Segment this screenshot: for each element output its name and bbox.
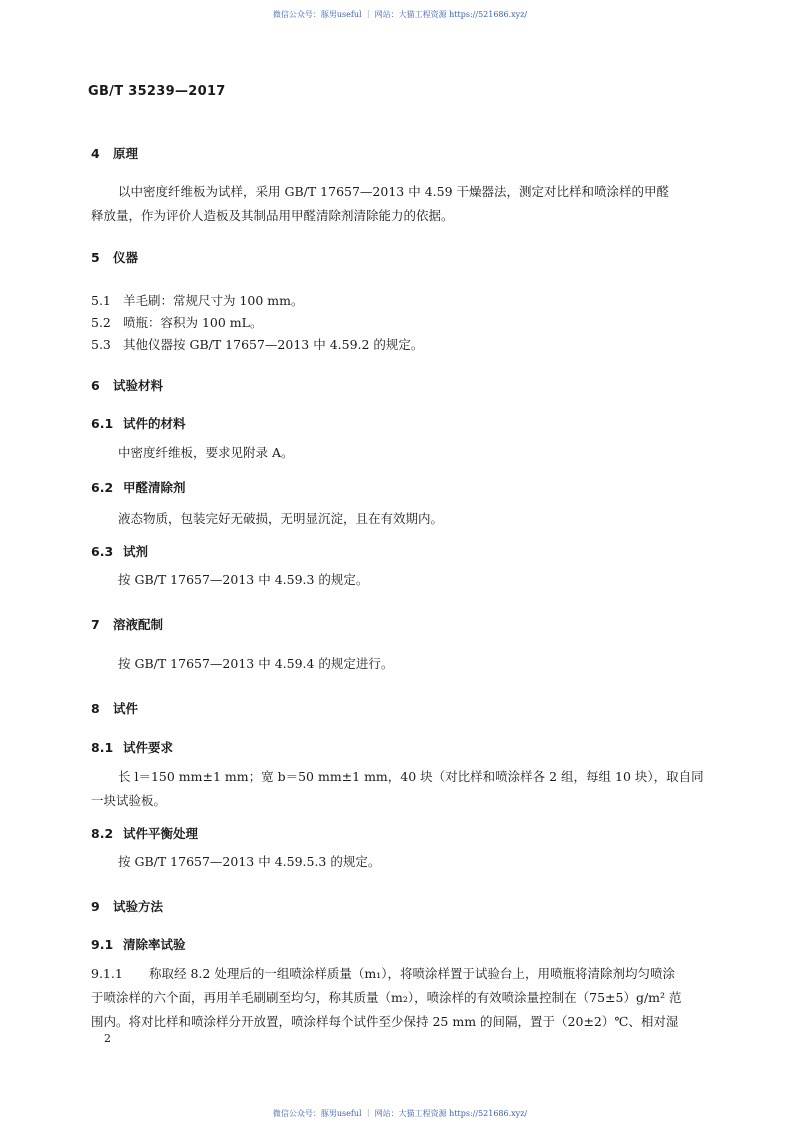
section-number: 8.2 [91,826,114,841]
clause-9-1-1-line-3: 围内。将对比样和喷涂样分开放置，喷涂样每个试件至少保持 25 mm 的间隔，置于（20±2）℃、相对湿 [91,1014,679,1029]
section-6-3-heading [91,542,148,560]
section-9-heading [91,897,163,915]
section-6-2-text: 液态物质，包装完好无破损，无明显沉淀，且在有效期内。 [118,511,444,526]
section-8-1-line-2: 一块试验板。 [91,793,167,808]
section-7-text: 按 GB/T 17657—2013 中 4.59.4 的规定进行。 [118,656,394,671]
section-number: 6.2 [91,480,114,495]
section-title: 试剂 [123,544,149,559]
section-4-line-1: 以中密度纤维板为试样，采用 GB/T 17657—2013 中 4.59 干燥器法，测定对比样和喷涂样的甲醛 [118,184,669,199]
list-item [91,313,262,331]
section-8-2-text: 按 GB/T 17657—2013 中 4.59.5.3 的规定。 [118,854,381,869]
section-4-heading [91,144,138,162]
section-8-2-heading [91,824,198,842]
section-number: 7 [91,617,100,632]
section-title: 清除率试验 [123,937,186,952]
section-5-heading [91,248,138,266]
section-title: 试验方法 [113,899,164,914]
watermark-top: 微信公众号：豚男useful ｜ 网站：大猫工程资源 https://521686.xyz/ [272,10,528,19]
section-title: 试件的材料 [123,416,186,431]
section-8-heading [91,699,138,717]
clause-text: 称取经 8.2 处理后的一组喷涂样质量（m₁），将喷涂样置于试验台上，用喷瓶将清除剂均匀喷涂 [149,966,675,981]
section-title: 溶液配制 [113,617,164,632]
section-number: 6.3 [91,544,114,559]
section-8-1-heading [91,738,173,756]
clause-text: 其他仪器按 GB/T 17657—2013 中 4.59.2 的规定。 [123,337,424,352]
clause-number: 5.3 [91,337,111,352]
standard-number: GB/T 35239—2017 [88,84,226,99]
section-6-heading [91,376,163,394]
section-6-1-heading [91,414,186,432]
section-title: 原理 [113,146,139,161]
section-number: 9.1 [91,937,114,952]
section-number: 6 [91,378,100,393]
clause-number: 5.1 [91,293,111,308]
section-6-3-text: 按 GB/T 17657—2013 中 4.59.3 的规定。 [118,572,369,587]
section-4-line-2: 释放量，作为评价人造板及其制品用甲醛清除剂清除能力的依据。 [91,208,454,223]
clause-number: 9.1.1 [91,966,123,981]
section-title: 试验材料 [113,378,164,393]
clause-number: 5.2 [91,315,111,330]
section-title: 甲醛清除剂 [123,480,186,495]
watermark-bottom: 微信公众号：豚男useful ｜ 网站：大猫工程资源 https://521686.xyz/ [272,1109,528,1118]
list-item [91,291,304,309]
section-8-1-line-1: 长 l＝150 mm±1 mm；宽 b＝50 mm±1 mm，40 块（对比样和喷涂样各 2 组，每组 10 块），取自同 [118,769,704,784]
section-number: 8.1 [91,740,114,755]
section-number: 9 [91,899,100,914]
section-number: 8 [91,701,100,716]
clause-text: 喷瓶：容积为 100 mL。 [123,315,263,330]
section-6-2-heading [91,478,186,496]
clause-9-1-1-line-1 [91,962,675,985]
clause-9-1-1-line-2: 于喷涂样的六个面，再用羊毛刷刷至均匀，称其质量（m₂），喷涂样的有效喷涂量控制在（75±5）g/m² 范 [91,990,682,1005]
section-title: 仪器 [113,250,139,265]
section-number: 6.1 [91,416,114,431]
section-number: 5 [91,250,100,265]
section-6-1-text: 中密度纤维板，要求见附录 A。 [118,445,294,460]
list-item [91,335,423,353]
section-9-1-heading [91,935,186,953]
section-title: 试件要求 [123,740,174,755]
section-title: 试件平衡处理 [123,826,199,841]
section-title: 试件 [113,701,139,716]
page-number: 2 [104,1032,111,1045]
section-number: 4 [91,146,100,161]
clause-text: 羊毛刷：常规尺寸为 100 mm。 [123,293,304,308]
section-7-heading [91,615,163,633]
